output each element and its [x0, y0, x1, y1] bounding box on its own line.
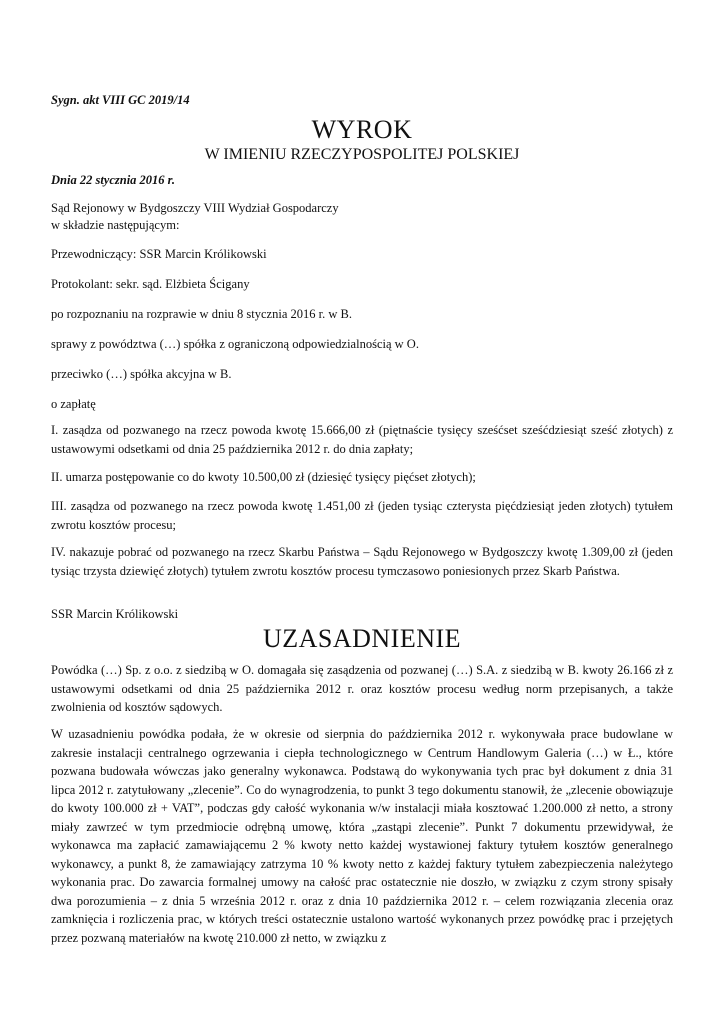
ruling-point-3: III. zasądza od pozwanego na rzecz powoda kwotę 1.451,00 zł (jeden tysiąc czterysta pięćdziesiąt jeden złotych) tytułem zwrotu kosztów procesu; [51, 499, 673, 532]
defendant-line: przeciwko (…) spółka akcyjna w B. [51, 367, 232, 381]
justification-title: UZASADNIENIE [262, 624, 462, 653]
court-clerk: Protokolant: sekr. sąd. Elżbieta Ścigany [51, 277, 250, 291]
ruling-point-2: II. umarza postępowanie co do kwoty 10.500,00 zł (dziesięć tysięcy pięćset złotych); [51, 470, 476, 484]
ruling-point-1: I. zasądza od pozwanego na rzecz powoda kwotę 15.666,00 zł (piętnaście tysięcy sześćset sześćdziesiąt sześć złotych) z ustawowymi odsetkami od dnia 25 października 2012 r. do dnia zapłaty; [51, 423, 673, 456]
justification-paragraph-1: Powódka (…) Sp. z o.o. z siedzibą w O. domagała się zasądzenia od pozwanej (…) S.A. z siedzibą w B. kwoty 26.166 zł z ustawowymi odsetkami od dnia 25 października 2012 r. oraz kosztów procesu według norm przepisanych, a także zwolnienia od kosztów sądowych. [51, 663, 673, 714]
hearing-info: po rozpoznaniu na rozprawie w dniu 8 stycznia 2016 r. w B. [51, 307, 352, 321]
court-name: Sąd Rejonowy w Bydgoszczy VIII Wydział Gospodarczy [51, 201, 339, 215]
judge-signature: SSR Marcin Królikowski [51, 607, 179, 621]
justification-paragraph-2: W uzasadnieniu powódka podała, że w okresie od sierpnia do października 2012 r. wykonywała prace budowlane w zakresie instalacji centralnego ogrzewania i ciepła technologicznego w Centrum Handlowym Galeria (…) w Ł., które pozwana budowała wówczas jako generalny wykonawca. Podstawą do wykonywania tych prac był dokument z dnia 31 lipca 2012 r. zatytułowany „zlecenie”. Co do wynagrodzenia, to punkt 3 tego dokumentu stanowił, że „zlecenie obowiązuje do kwoty 100.000 zł + VAT”, podczas gdy całość wykonania w/w instalacji miała kosztować 1.200.000 zł netto, a strony miały zawrzeć w tym przedmiocie odrębną umowę, która „zastąpi zlecenie”. Punkt 7 dokumentu przewidywał, że wykonawca ma zapłacić zamawiającemu 2 % kwoty netto każdej wystawionej faktury tytułem kosztów generalnego wykonawcy, a punkt 8, że zamawiający zatrzyma 10 % kwoty netto z każdej faktury tytułem zabezpieczenia należytego wykonania prac. Do zawarcia formalnej umowy na całość prac ostatecznie nie doszło, w związku z czym strony spisały dwa porozumienia – z dnia 5 września 2012 r. oraz z dnia 10 października 2012 r. – celem rozwiązania zlecenia oraz zamknięcia i rozliczenia prac, w których treści ostatecznie ustalono wartość wykonanych przez powódkę prac i przejętych przez pozwaną materiałów na kwotę 210.000 zł netto, w związku z [51, 727, 673, 945]
case-subject: o zapłatę [51, 397, 96, 411]
plaintiff-line: sprawy z powództwa (…) spółka z ograniczoną odpowiedzialnością w O. [51, 337, 419, 351]
verdict-date: Dnia 22 stycznia 2016 r. [51, 173, 175, 187]
ruling-point-4: IV. nakazuje pobrać od pozwanego na rzecz Skarbu Państwa – Sądu Rejonowego w Bydgoszczy kwotę 1.309,00 zł (jeden tysiąc trzysta dziewięć złotych) tytułem zwrotu kosztów procesu tymczasowo poniesionych przez Skarb Państwa. [51, 545, 673, 578]
presiding-judge: Przewodniczący: SSR Marcin Królikowski [51, 247, 267, 261]
case-number: Sygn. akt VIII GC 2019/14 [51, 93, 190, 107]
verdict-title: WYROK [311, 115, 413, 144]
verdict-subtitle: W IMIENIU RZECZYPOSPOLITEJ POLSKIEJ [204, 146, 520, 163]
court-composition: w składzie następującym: [51, 218, 180, 232]
